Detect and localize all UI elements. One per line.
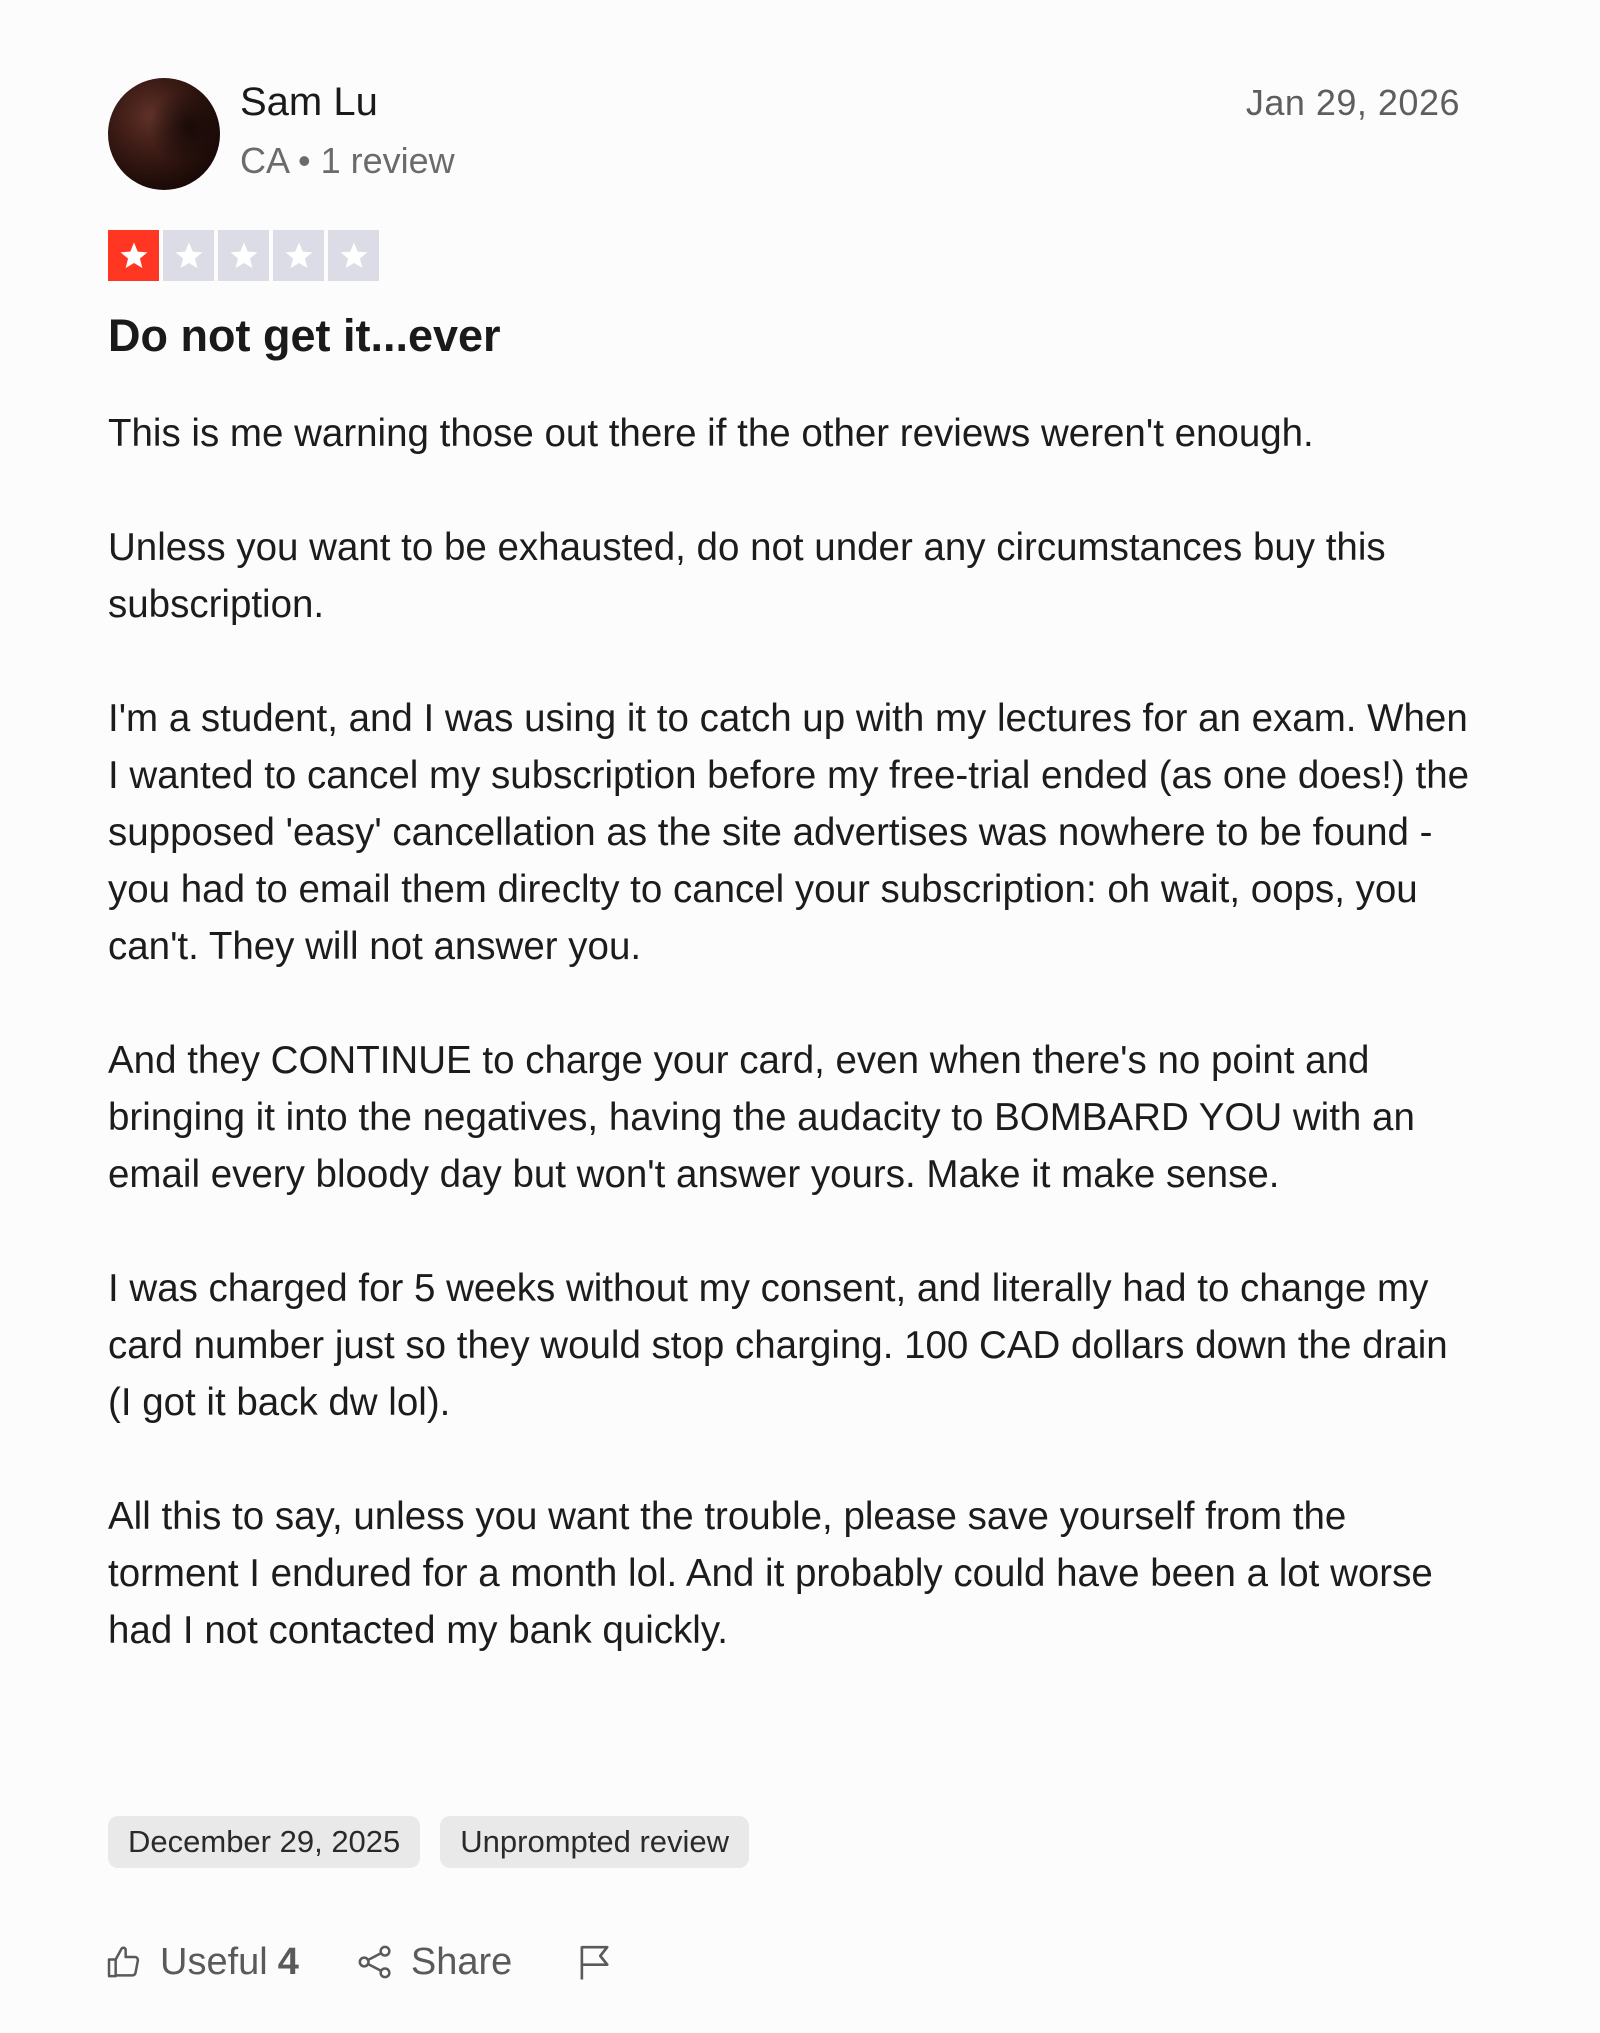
- useful-button[interactable]: [104, 1941, 299, 1984]
- review-paragraph: All this to say, unless you want the trouble, please save yourself from the torment I endured for a month lol. And it probably could have been a lot worse had I not contacted my bank quickly.: [108, 1495, 1433, 1652]
- review-date: Jan 29, 2026: [1245, 82, 1460, 123]
- review-card: [108, 78, 1460, 190]
- review-title[interactable]: Do not get it...ever: [108, 310, 501, 361]
- share-icon: [355, 1942, 395, 1982]
- star-icon: [218, 230, 269, 281]
- flag-icon: [574, 1940, 616, 1984]
- review-actions: [104, 1940, 616, 1984]
- share-button[interactable]: [355, 1941, 512, 1984]
- review-paragraph: This is me warning those out there if the other reviews weren't enough.: [108, 412, 1314, 455]
- useful-count: 4: [277, 1940, 299, 1983]
- review-paragraph: I'm a student, and I was using it to catch up with my lectures for an exam. When I wanted to cancel my subscription before my free-trial ended (as one does!) the supposed 'easy' cancellation as the site advertises was nowhere to be found - you had to email them direclty to cancel your subscription: oh wait, oops, you can't. They will not answer you.: [108, 697, 1470, 968]
- review-paragraph: I was charged for 5 weeks without my consent, and literally had to change my card number just so they would stop charging. 100 CAD dollars down the drain (I got it back dw lol).: [108, 1267, 1448, 1424]
- share-label: Share: [410, 1940, 513, 1983]
- reviewer-name[interactable]: Sam Lu: [240, 80, 378, 124]
- review-paragraph: Unless you want to be exhausted, do not under any circumstances buy this subscription.: [108, 526, 1386, 626]
- useful-label: Useful: [160, 1940, 268, 1983]
- thumbs-up-icon: [104, 1942, 144, 1982]
- star-icon: [108, 230, 159, 281]
- experience-date-tag[interactable]: December 29, 2025: [108, 1816, 420, 1868]
- review-paragraph: And they CONTINUE to charge your card, even when there's no point and bringing it into the negatives, having the audacity to BOMBARD YOU with an email every bloody day but won't answer yours. Make it make sense.: [108, 1039, 1415, 1196]
- star-icon: [163, 230, 214, 281]
- reviewer-avatar[interactable]: [108, 78, 220, 190]
- review-tags: [108, 1816, 749, 1868]
- review-body: [108, 405, 1470, 1716]
- reviewer-meta: CA • 1 review: [240, 140, 455, 181]
- star-icon: [328, 230, 379, 281]
- review-type-tag[interactable]: Unprompted review: [440, 1816, 749, 1868]
- avatar-shade: [148, 88, 218, 168]
- report-button[interactable]: [574, 1940, 616, 1984]
- star-icon: [273, 230, 324, 281]
- review-header: [108, 78, 1460, 190]
- star-rating: [108, 230, 379, 281]
